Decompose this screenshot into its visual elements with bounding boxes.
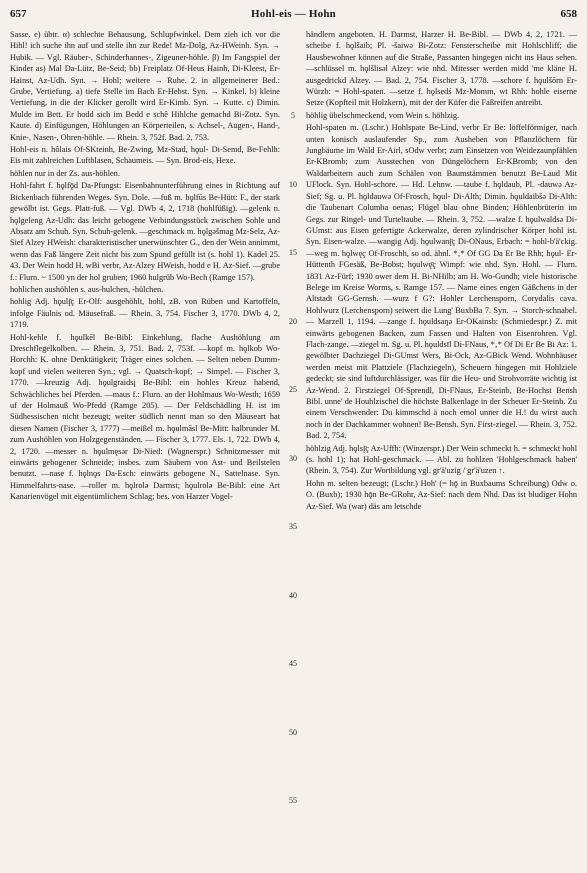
entry-text: Sasse. e) übtr. α) schlechte Behausung, Schlupfwinkel. Dem zieh ich vor die Hihl! ich suche ihn auf und stelle ihn zur Rede! Mz-Dolg, Az-HWeinh. Syn. → Hubik. — Vgl. Räuber-, Schinderhannes-, Zigeuner-höhle. β) Im Fangspiel der Kinder as) Mal Da-Lütz, Be-Seid; bb) Freiplatz Of-Heus Hainh, Di-Kleest, Er-Hainst, Az-Udh. Syn. → Hohl; weitere → Ruhe. 2. in allgemeinerer Bed.: Grube, Vertiefung. a) tiefe Stelle im Bach Er-Hebst. Syn. → Kinkel. b) kleine Vertiefung, in die der Klicker gerollt wird Er-Kimb. Syn. → Kutte. c) Dimin. Mulde im Bett. Er hodd sich im Bedd e schê Hihlche gemachd Bi-Zotz. Syn. Kaute. d) Einfügungen, Höhlungen an Körperteilen, s. Achsel-, Augen-, Hand-, Knie-, Nasen-, Ohren-höhle. — Rhein. 3, 752f. Bad. 2, 753. (10, 30, 280, 142)
entry-hohl-kehle: Hohl-kehle f. hǫulkēl Be-Bibl: Einkehlung, flache Aushöhlung am Dreschflegelkolben. — Rhein. 3, 751. Bad. 2, 753f. —kopf m. hǫlkob Wo-Horchh: K. ohne Denktätigkeit; Träger eines solchen. — Selten neben Dumm-kopf und vielen weiteren Syn.; vgl. → Quatsch-kopf; → Simpel. — Fischer 3, 1770. —kreuzig Adj. hǫulgraidsį Be-Bibl: ein hohles Kreuz habend, Schwächliches bei Pferden. —maus f.: Flurn. an der Hohlmaus Wo-Westh; 1659 uf der Holmauß Wo-Pfedd (Ramge 205). — Der Feldschädling H. ist im Südhessischen nicht bezeugt; weiter südlich nennt man so den Mäuseart hat diesen Namen (Fischer 3, 1777) —meißel m. hǫulmāsl Be-Mitt: halbrunder M. zum Aushöhlen von Holzgegenständen. — Fischer 3, 1777. Els. 1, 722. DWb 4, 2, 1720. —messer n. hǫulmęsǝr Di-Nied: (Wagnerspr.) Schnitzmesser mit einwärts gebogener Schneide; insbes. zum Säubern von Ast- und Beilstelen benutzt. —nase f. hǫlnǫs Da-Esch: einwärts gebogene N., Sattelnase. Syn. Himmelfahrts-nase. —roller m. hǫlrolǝ Darmst; hǫulrolǝ Be-Bibl: eine Art Kanarienvögel mit eigentümlichem Schlag; bes. von Harzer Vogel- (10, 332, 280, 502)
entry-text: händlern angeboten. H. Darmst, Harzer H. Be-Bibl. — DWb 4, 2, 1721. —scheibe f. hǫlšaib; Pl. -šaiwǝ Bi-Zotz: Fensterscheibe mit Hohlschliff; die Hausbewohner können auf die Straße, Passanten hingegen nicht ins Haus sehen. —schlüssel m. hǫlšlisǝl Alzey: wie nhd. Mitesser werden midd 'me kläne H. ausgedrickd Alzey. — Bad. 2, 754. Fischer 3, 1778. —schore f. hǫulšōrn Er-Würzb: = Hohl-spaten. —setze f. hǫlsedś Mz-Momm, wt Rhh: hohle eiserne Setze (Kopfteil mit Holzkern), mit der der Küfer die Faßreifen antreibt. (306, 30, 577, 108)
line-number: 15 (289, 248, 297, 257)
right-column (306, 28, 577, 868)
entry-hohl-fahrt: Hohl-fahrt f. hǫlfǭd Da-Pfungst: Eisenbahnunterführung eines in Richtung auf Bickenbach führenden Weges. Syn. Dole. —fuß m. hǫlfūs Be-Hütt: F., der stark gewölbt ist. Gegs. Platt-fuß. — Vgl. DWb 4, 2, 1718 (hohlfüßig). —gelenk n. hǫlgeleng Az-Udh: das leicht gebogene Verbindungsstück zwischen Sohle und Absatz am Schuh. Syn. Schuh-gelenk. —geschmack m. hǫlgǝšmag Mz-Selz, Az-Sief Alzey HWeish: charakteristischer unerwünschter G., den der Wein annimmt, wenn das Faß längere Zeit nicht bis zum Spund gefüllt ist (s. hohl 1). Kadel 25. 43. Der Wein hodd H. wBi verbr, Az-Alzey HWeish, hodd e H. Az-Sief. —grube f.: Flurn. ~ 1500 yn der hol gruben; 1960 hulgrüb Wo-Bech (Ramge 157). (10, 181, 280, 282)
line-number: 20 (289, 317, 297, 326)
entry-hohlichen: hohlichen aushöhlen s. aus-hulchen, -hülchen. (10, 284, 164, 294)
entry-hoehlzig: höhlzig Adj. hǫlsį̄ç Az-Uffh: (Winzerspr.) Der Wein schmeckt h. = schmeckt hohl (s. hohl 1); hat Hohl-geschmack. — Abl. zu hohlzen 'Hohlgeschmack haben' (Rhein. 3, 754). Zur Wortbildung vgl. gr'ä'uzig / gr'ä'uzen ↑. (306, 443, 577, 476)
line-number-gutter (283, 28, 303, 868)
line-number: 50 (289, 728, 297, 737)
line-number: 35 (289, 522, 297, 531)
entry-hohn: Hohn m. selten bezeugt; (Lschr.) Hoh' (= hǭ in Buxbaums Schreibung) Odw o. O. (Buxb); 1930 hǭn Be-GRohr, Az-Sief: nach dem Nhd. Das ist bludiger Hohn Az-Sief. Wa (war) däs am letschde (306, 478, 577, 511)
page-number-right: 658 (560, 8, 577, 20)
page-header (10, 6, 577, 22)
line-number: 5 (291, 111, 295, 120)
running-title: Hohl-eis — Hohn (251, 8, 336, 20)
line-number: 45 (289, 659, 297, 668)
line-number: 40 (289, 591, 297, 600)
entry-hoehlig: höhlig übelschmeckend, vom Wein s. höhlzig. (306, 110, 460, 120)
entry-hohlig: hohlig Adj. hǫulį̄ç Er-Olf: ausgehöhlt, hohl, zB. von Rüben und Kartoffeln, infolge Fäulnis od. Mäusefraß. — Rhein. 3, 754. Fischer 3, 1770. DWb 4, 2, 1719. (10, 297, 280, 330)
entry-hohl-eis: Hohl-eis n. hôlais Of-SKteinh, Be-Zwing, Mz-Stad, hǫul- Di-Semd, Be-Fehlh: Eis mit zahlreichen Luftblasen, Schaumeis. — Syn. Brod-eis, Hexe. (10, 145, 280, 166)
line-number: 10 (289, 180, 297, 189)
line-number: 25 (289, 385, 297, 394)
line-number: 30 (289, 454, 297, 463)
line-number: 55 (289, 796, 297, 805)
entry-hohl-spaten: Hohl-spaten m. (Lschr.) Hohlspate Be-Lind, verbr Er Be: löffelförmiger, nach unten konisch auslaufender Sp., zum Ausheben von Pflanzlöchern für Jungbäume im Wald Er-Airl, sOdw verbr; zum Einsetzen von Weidezaunpfählen Er-KBromb; zum Ausstechen von Düngelöchern Er-KBromb; von den Waldarbeitern auch zum Schälen von Baumstämmen benutzt Be-Laud Mit UFlock. Syn. Hohl-schore. — Hd. Lehnw. —taube f. hǫldaub, Pl. -dauwǝ Az-Sief; Sg. u. Pl. hǫldauwǝ Of-Frosch, hǫul- Di-Alth; Dimin. hǫuldaibšǝ Di-Alth: die Taubenart Columba oenas; Flügel blau ohne Binden; Höhlenbrüterin im Gegs. zur Ringel- und Turteltaube. — Rhein. 3, 752. —walze f. hǫulwaldsǝ Di-GUmst: aus Eisen gefertigte Ackerwalze, deren zylindrischer Körper hohl ist. Syn. Eisen-walze. —wangig Adj. hǫulwanį̄ç Di-ONaus, Erbach: = hohl-b'ä'ckig. —weg m. hǫlwęç Of-Froschh, so od. ähnl. *‚* Of GG Da Er Be Rhh; hǫul- Er-Hüttenth FGesäß, Be-Bobst; hǫulwę̄ç Wimpf: wie nhd. Syn. Hohl. — Flurn. 1831 Az-Fürf; 1930 ower dem H. Bi-NHilb; am H. Wo-Gundh; viele historische Belege im Kreise Worms, s. Ramge 157. — Name eines engen Gäßchens in der Altstadt GG-Gernsh. —wurz f G?: Hohler Lerchensporn, Corydalis cava. Hohlwurz (Lerchensporn) seiwert die Lung' BuxbBa 7. Syn. → Storch-schnabel. — Marzell 1, 1194. —zange f. hǫuldsaŋǝ Er-OKainsb: (Schmiedespr.) Z. mit einwärts gebogenen Backen, zum Fassen und Halten von Eisenrohren. Vgl. Flach-zange. —ziegel m. Sg. u. Pl. hǫuldsīl Di-FNaus, *‚* Of Di Er Be Bi Az: 1. gewölbter Dachziegel Di-GUmst Wers, Bi-Ock, Az-GBick Wend. Wohnhäuser werden meist mit Plattziele (Flachziegeln), Scheuern hingegen mit Hohlziele gedeckt; sie sind luftdurchlässiger, was für die Heu- und Strohvorräte wichtig ist Az-Wend. 2. Firstziegel Of-Sprendl, Di-FNaus, Er-Steinb, Be-Hochst Bensh Bibl. unne' de Houhlzischel die höchste Balkenlage in der Scheuer Er-Steinb. Zu einem Verschwender: Du kimmschd ä noch emol unner die H.! du wirst auch noch in der Dachkammer wohnen! Be-Bensh. Syn. First-ziegel. — Rhein. 3, 752. Bad. 2, 754. (306, 123, 577, 441)
left-column (10, 28, 280, 868)
page-number-left: 657 (10, 8, 27, 20)
entry-hoehlen: höhlen nur in der Zs. aus-höhlen. (10, 168, 120, 178)
